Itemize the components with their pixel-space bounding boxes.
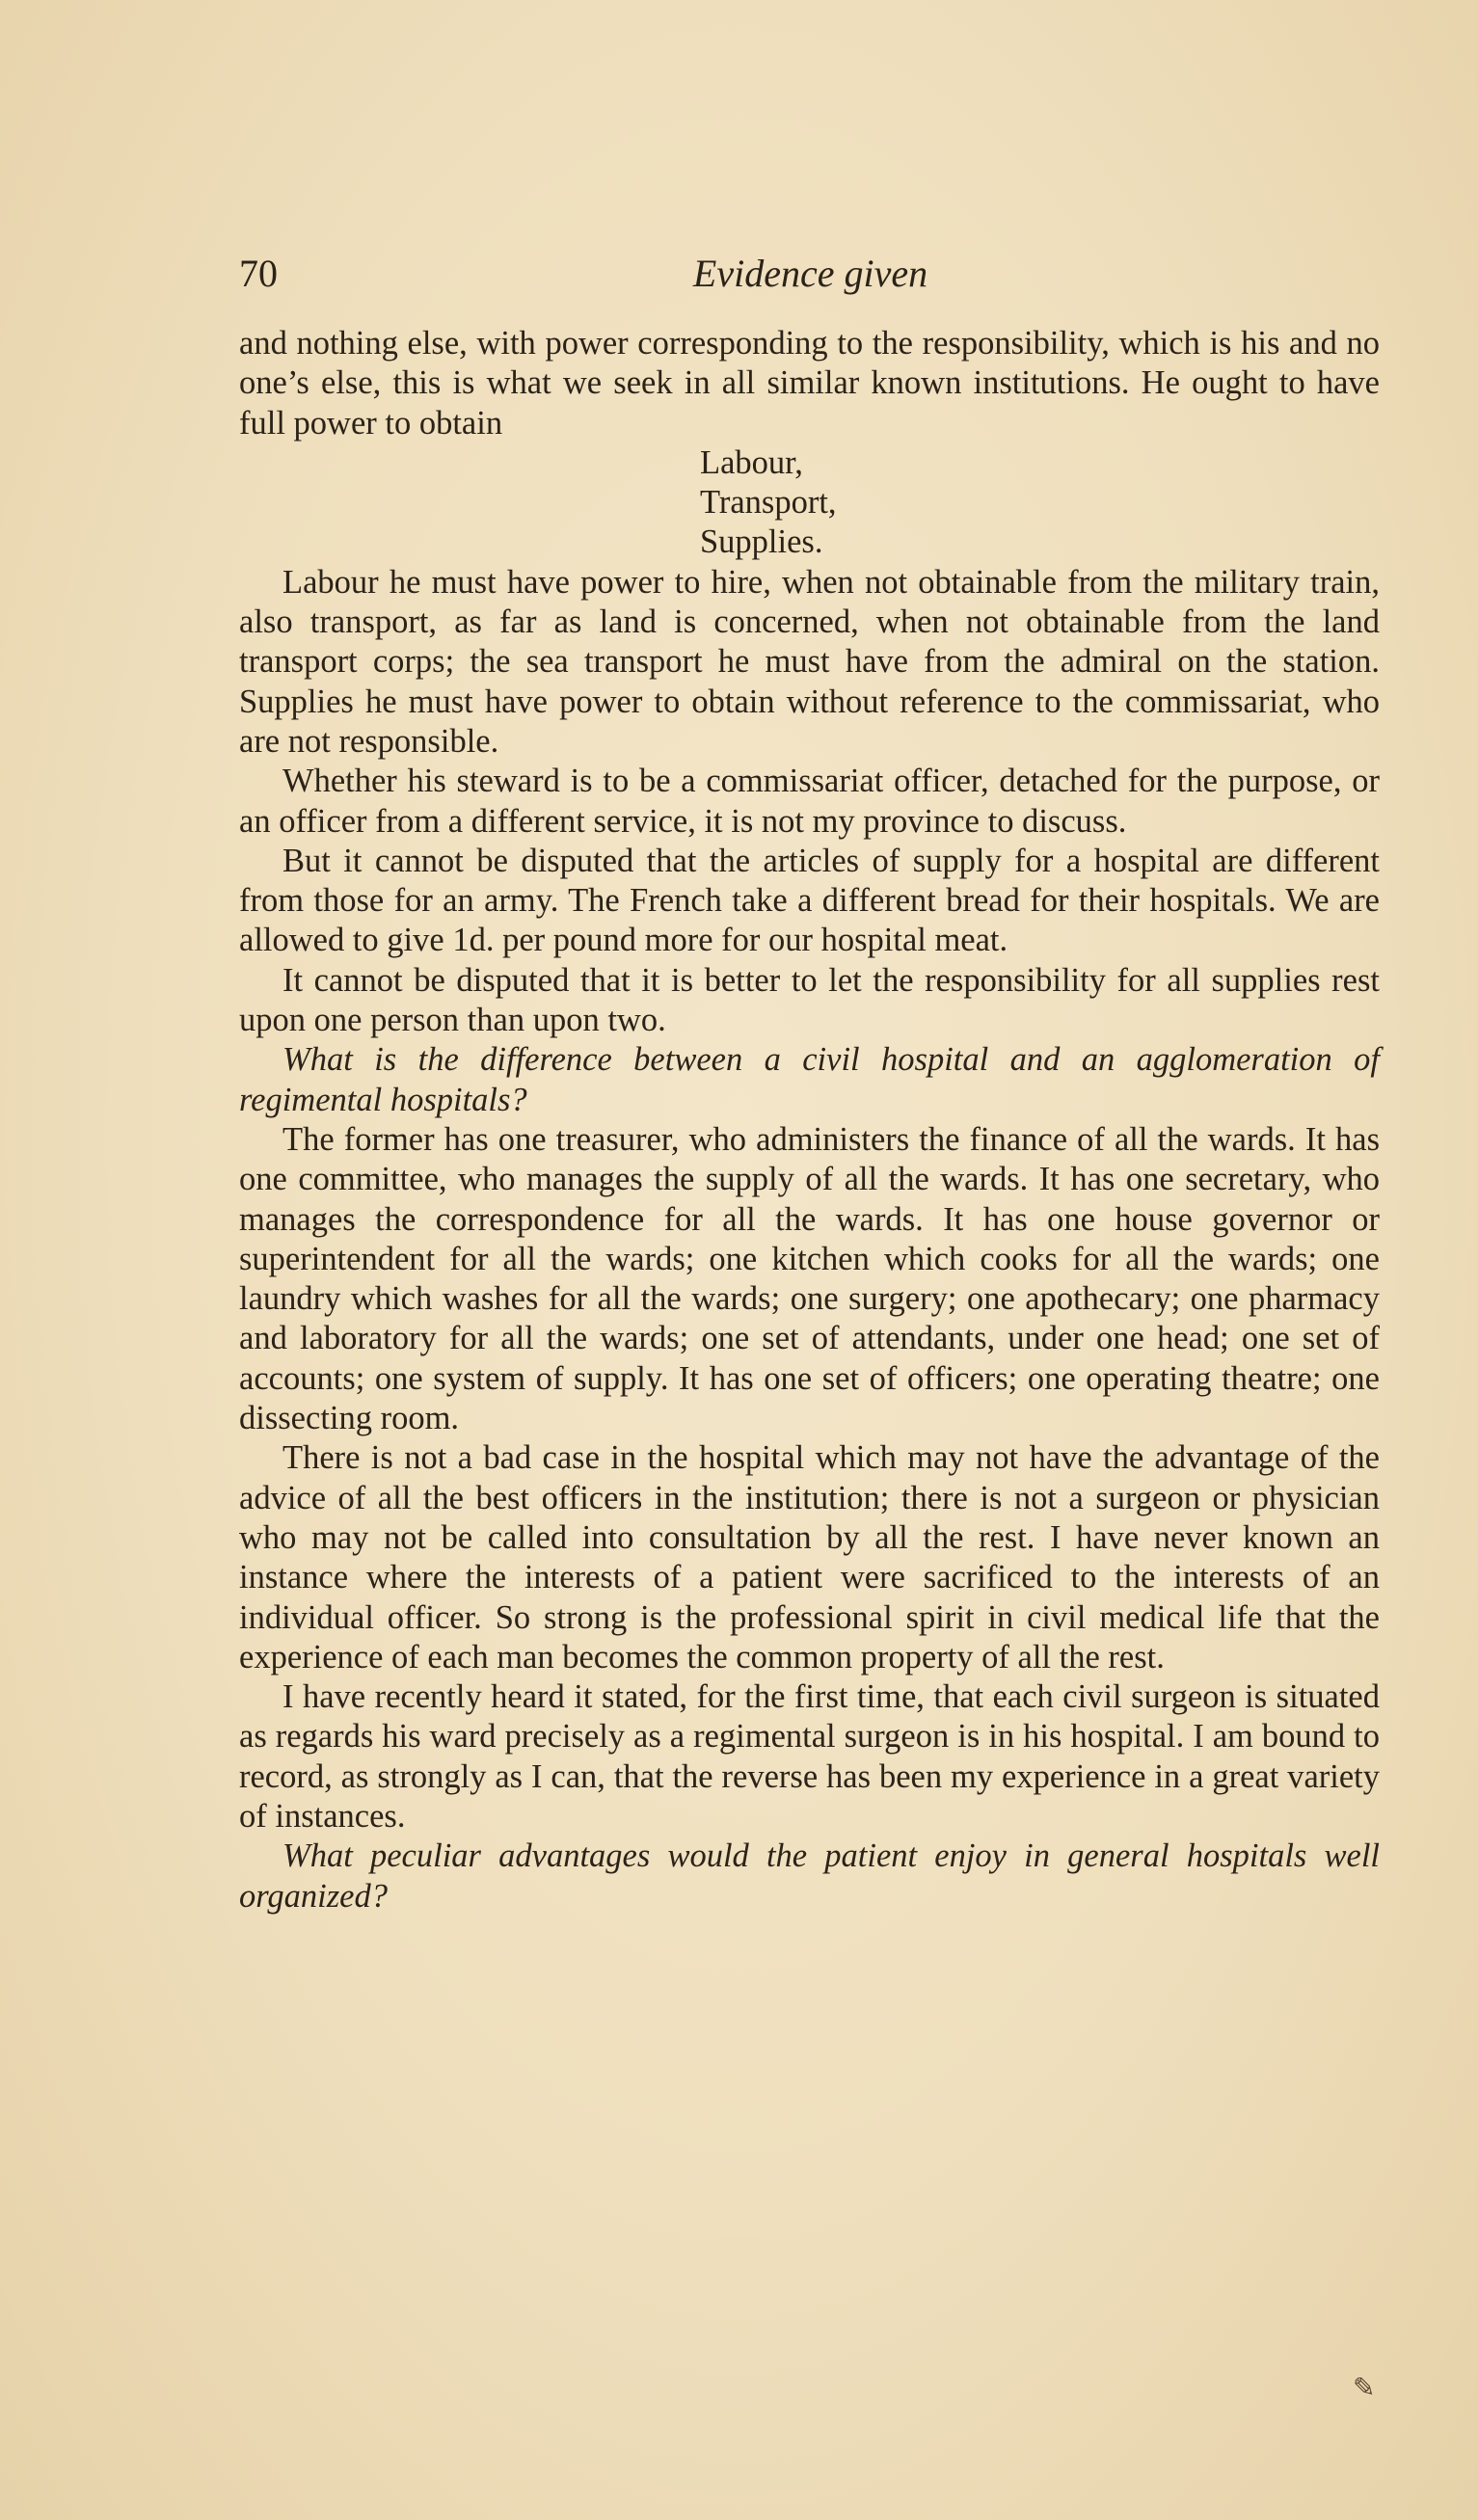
question-peculiar-advantages: What peculiar advantages would the patient enjoy in general hospitals well organized?	[239, 1837, 1380, 1915]
paragraph-steward: Whether his steward is to be a commissariat officer, detached for the purpose, or an officer from a different service, it is not my province to discuss.	[239, 763, 1380, 840]
paragraph-articles-of-supply: But it cannot be disputed that the articles of supply for a hospital are different from those for an army. The French take a different bread for their hospitals. We are allowed to give 1d. per pound more for our hospital meat.	[239, 842, 1380, 959]
paragraph-continuation: and nothing else, with power corresponding to the responsibility, which is his and no one’s else, this is what we seek in all similar known institutions. He ought to have full power to obtain	[239, 325, 1380, 442]
page-number: 70	[239, 252, 278, 295]
pencil-mark-icon: ✎	[1353, 2373, 1376, 2403]
running-head	[239, 245, 1382, 303]
running-title: Evidence given	[692, 252, 928, 295]
list-item-supplies: Supplies.	[700, 523, 823, 561]
powers-list	[239, 443, 1380, 563]
question-civil-hospital: What is the difference between a civil hospital and an agglomeration of regimental hospitals?	[239, 1041, 1380, 1118]
paragraph-labour: Labour he must have power to hire, when not obtainable from the military train, also transport, as far as land is concerned, when not obtainable from the land transport corps; the sea transport he must have from the admiral on the station. Supplies he must have power to obtain without reference to the commissariat, who are not responsible.	[239, 563, 1380, 760]
paragraph-former: The former has one treasurer, who administers the finance of all the wards. It has one committee, who manages the supply of all the wards. It has one secretary, who manages the correspondence for all the wards. It has one house governor or superintendent for all the wards; one kitchen which cooks for all the wards; one laundry which washes for all the wards; one surgery; one apothecary; one pharmacy and laboratory for all the wards; one set of attendants, under one head; one set of accounts; one system of supply. It has one set of officers; one operating theatre; one dissecting room.	[239, 1120, 1380, 1437]
list-item-labour: Labour,	[700, 443, 803, 481]
body-text	[239, 324, 1380, 1917]
paragraph-responsibility: It cannot be disputed that it is better to let the responsibility for all supplies rest upon one person than upon two.	[239, 961, 1380, 1039]
list-item-transport: Transport,	[700, 484, 837, 522]
paragraph-recently-heard: I have recently heard it stated, for the first time, that each civil surgeon is situated as regards his ward precisely as a regimental surgeon is in his hospital. I am bound to record, as strongly as I can, that the reverse has been my experience in a great variety of instances.	[239, 1678, 1380, 1835]
paragraph-bad-case: There is not a bad case in the hospital which may not have the advantage of the advice of all the best officers in the institution; there is not a surgeon or physician who may not be called into consultation by all the rest. I have never known an instance where the interests of a patient were sacrificed to the interests of an individual officer. So strong is the professional spirit in civil medical life that the experience of each man becomes the common property of all the rest.	[239, 1439, 1380, 1676]
